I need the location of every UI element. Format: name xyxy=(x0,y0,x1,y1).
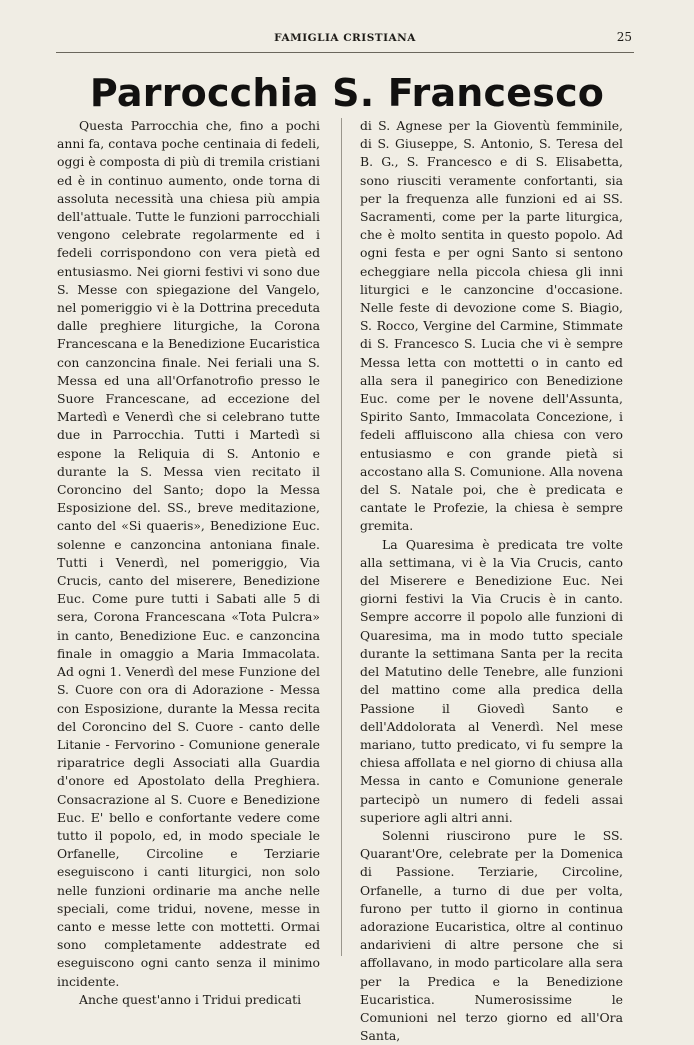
page-header xyxy=(56,32,634,50)
paragraph: Questa Parrocchia che, fino a pochi anni fa, contava poche centinaia di fedeli, oggi è composta di più di tremila cristiani ed è in continuo aumento, onde torna di assoluta necessità una chiesa più ampia dell'attuale. Tutte le funzioni parrocchiali vengono celebrate regolarmente ed i fedeli corrispondono con vera pietà ed entusiasmo. Nei giorni festivi vi sono due S. Messe con spiegazione del Vangelo, nel pomeriggio vi è la Dottrina preceduta dalle preghiere liturgiche, la Corona Francescana e la Benedizione Eucaristica con canzoncina finale. Nei feriali una S. Messa ed una all'Orfanotrofio presso le Suore Francescane, ad eccezione del Martedì e Venerdì che si celebrano tutte due in Parrocchia. Tutti i Martedì si espone la Reliquia di S. Antonio e durante la S. Messa vien recitato il Coroncino del Santo; dopo la Messa Esposizione del. SS., breve meditazione, canto del «Si quaeris», Benedizione Euc. solenne e canzoncina antoniana finale. Tutti i Venerdì, nel pomeriggio, Via Crucis, canto del miserere, Benedizione Euc. Come pure tutti i Sabati alle 5 di sera, Corona Francescana «Tota Pulcra» in canto, Benedizione Euc. e canzoncina finale in omaggio a Maria Immacolata. Ad ogni 1. Venerdì del mese Funzione del S. Cuore con ora di Adorazione - Messa con Esposizione, durante la Messa recita del Coroncino del S. Cuore - canto delle Litanie - Fervorino - Comunione generale riparatrice degli Associati alla Guardia d'onore ed Apostolato della Preghiera. Consacrazione al S. Cuore e Benedizione Euc. E' bello e confortante vedere come tutto il popolo, ed, in modo speciale le Orfanelle, Circoline e Terziarie eseguiscono i canti liturgici, non solo nelle funzioni ordinarie ma anche nelle speciali, come tridui, novene, messe in canto e messe lette con mottetti. Ormai sono completamente addestrate ed eseguiscono ogni canto senza il minimo incidente. xyxy=(57,118,320,989)
running-head: FAMIGLIA CRISTIANA xyxy=(274,32,416,44)
header-rule xyxy=(56,52,634,53)
paragraph: di S. Agnese per la Gioventù femminile, di S. Giuseppe, S. Antonio, S. Teresa del B. G., S. Francesco e di S. Elisabetta, sono riusciti veramente confortanti, sia per la frequenza alle funzioni ed ai SS. Sacramenti, come per la parte liturgica, che è molto sentita in questo popolo. Ad ogni festa e per ogni Santo si sentono echeggiare nella piccola chiesa gli inni liturgici e le canzoncine d'occasione. Nelle feste di devozione come S. Biagio, S. Rocco, Vergine del Carmine, Stimmate di S. Francesco S. Lucia che vi è sempre Messa letta con mottetti o in canto ed alla sera il panegirico con Benedizione Euc. come per le novene dell'Assunta, Spirito Santo, Immacolata Concezione, i fedeli affluiscono alla chiesa con vero entusiasmo e con grande pietà si accostano alla S. Comunione. Alla novena del S. Natale poi, che è predicata e cantate le Profezie, la chiesa è sempre gremita. xyxy=(360,118,623,534)
right-column xyxy=(360,117,623,1045)
column-divider xyxy=(341,118,342,956)
paragraph: Solenni riuscirono pure le SS. Quarant'Ore, celebrate per la Domenica di Passione. Terziarie, Circoline, Orfanelle, a turno di due per volta, furono per tutto il giorno in continua adorazione Eucaristica, oltre al continuo andarivieni di altre persone che si affollavano, in modo particolare alla sera per la Predica e la Benedizione Eucaristica. Numerosissime le Comunioni nel terzo giorno ed all'Ora Santa, xyxy=(360,827,623,1044)
paragraph: Anche quest'anno i Tridui predicati xyxy=(79,991,302,1007)
page-number: 25 xyxy=(616,30,632,44)
article-title: Parrocchia S. Francesco xyxy=(89,71,605,115)
paragraph: La Quaresima è predicata tre volte alla settimana, vi è la Via Crucis, canto del Miserere e Benedizione Euc. Nei giorni festivi la Via Crucis è in canto. Sempre accorre il popolo alle funzioni di Quaresima, ma in modo tutto speciale durante la settimana Santa per la recita del Matutino delle Tenebre, alle funzioni del mattino come alla predica della Passione il Giovedì Santo e dell'Addolorata al Venerdì. Nel mese mariano, tutto predicato, vi fu sempre la chiesa affollata e nel giorno di chiusa alla Messa in canto e Comunione generale partecipò un numero di fedeli assai superiore agli altri anni. xyxy=(360,536,623,825)
left-column xyxy=(57,117,320,1009)
